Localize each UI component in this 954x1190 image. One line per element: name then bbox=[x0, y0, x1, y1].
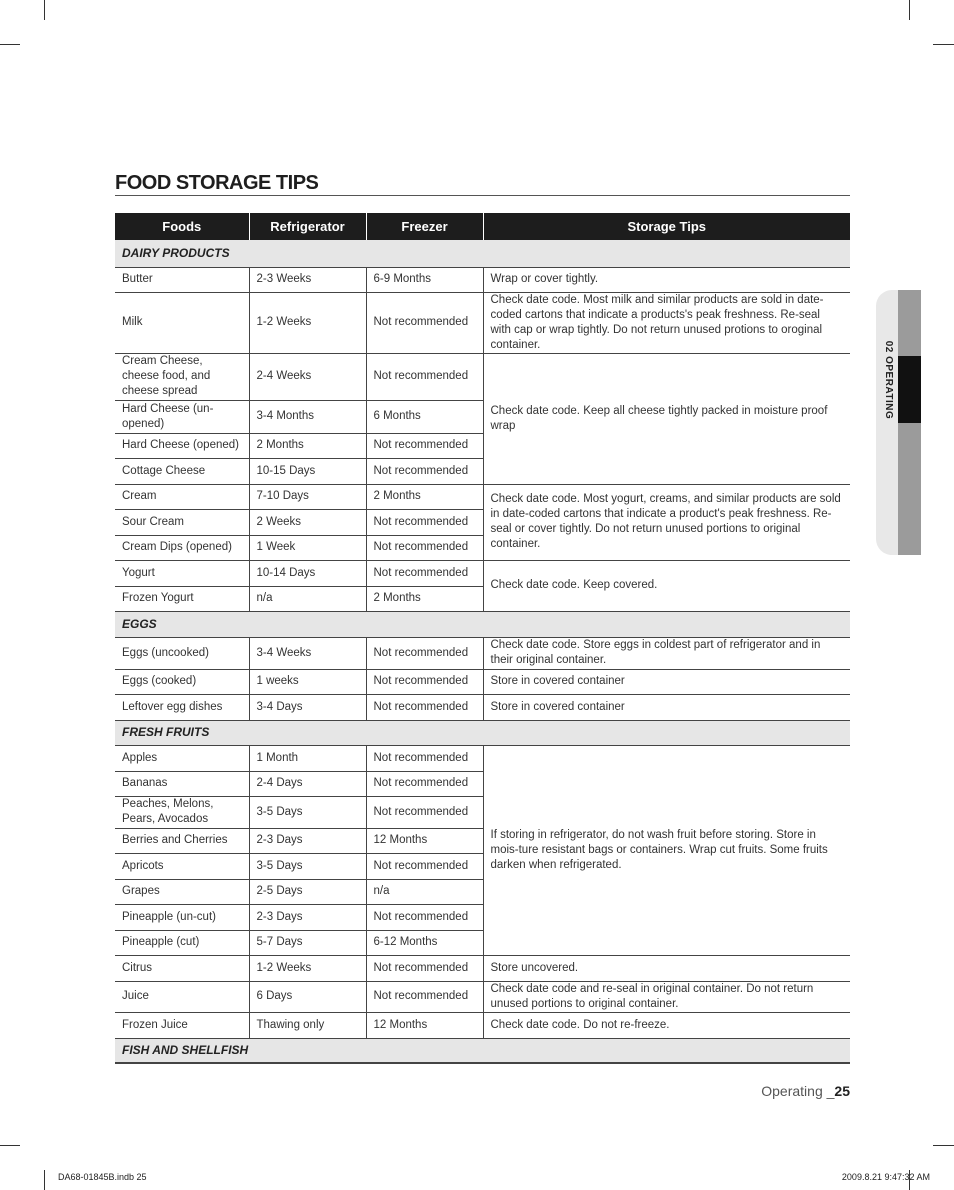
tip-cell: Check date code. Most milk and similar products are sold in date-coded cartons that indicate a products's peak freshness. Re-seal with cap or wrap tightly. Do not return unused protions to oroginal container. bbox=[483, 292, 850, 353]
table-row bbox=[115, 292, 850, 353]
header-storage-tips: Storage Tips bbox=[483, 213, 850, 240]
food-cell: Cream Dips (opened) bbox=[115, 535, 249, 560]
fridge-cell: 6 Days bbox=[249, 981, 366, 1012]
food-cell: Bananas bbox=[115, 771, 249, 796]
freezer-cell: 6 Months bbox=[366, 400, 483, 433]
section-label: EGGS bbox=[115, 611, 850, 637]
fridge-cell: 3-4 Days bbox=[249, 694, 366, 720]
table-row bbox=[115, 955, 850, 981]
crop-mark bbox=[0, 44, 20, 45]
freezer-cell: Not recommended bbox=[366, 637, 483, 669]
fridge-cell: 2 Months bbox=[249, 433, 366, 458]
freezer-cell: Not recommended bbox=[366, 509, 483, 535]
food-cell: Sour Cream bbox=[115, 509, 249, 535]
fridge-cell: 10-14 Days bbox=[249, 560, 366, 586]
freezer-cell: Not recommended bbox=[366, 535, 483, 560]
tip-cell: If storing in refrigerator, do not wash fruit before storing. Store in mois-ture resistant bags or containers. Wrap cut fruits. Some fruits darken when refrigerated. bbox=[483, 745, 850, 955]
tip-cell: Check date code. Keep covered. bbox=[483, 560, 850, 611]
tip-cell: Store in covered container bbox=[483, 694, 850, 720]
food-cell: Apricots bbox=[115, 853, 249, 879]
storage-table bbox=[115, 213, 850, 1064]
tip-cell: Store uncovered. bbox=[483, 955, 850, 981]
fridge-cell: 1 weeks bbox=[249, 669, 366, 694]
freezer-cell: 2 Months bbox=[366, 586, 483, 611]
tip-cell: Check date code. Keep all cheese tightly packed in moisture proof wrap bbox=[483, 353, 850, 484]
table-row bbox=[115, 560, 850, 586]
freezer-cell: Not recommended bbox=[366, 745, 483, 771]
food-cell: Pineapple (cut) bbox=[115, 930, 249, 955]
freezer-cell: Not recommended bbox=[366, 433, 483, 458]
section-label: DAIRY PRODUCTS bbox=[115, 240, 850, 267]
fridge-cell: 3-5 Days bbox=[249, 853, 366, 879]
freezer-cell: Not recommended bbox=[366, 560, 483, 586]
food-cell: Pineapple (un-cut) bbox=[115, 904, 249, 930]
tip-cell: Wrap or cover tightly. bbox=[483, 267, 850, 292]
crop-mark bbox=[933, 44, 954, 45]
freezer-cell: 6-12 Months bbox=[366, 930, 483, 955]
table-row bbox=[115, 694, 850, 720]
fridge-cell: 1-2 Weeks bbox=[249, 955, 366, 981]
crop-mark bbox=[933, 1145, 954, 1146]
section-row-dairy bbox=[115, 240, 850, 267]
fridge-cell: 2-3 Days bbox=[249, 904, 366, 930]
freezer-cell: 12 Months bbox=[366, 1012, 483, 1038]
fridge-cell: 1 Month bbox=[249, 745, 366, 771]
fridge-cell: 3-4 Months bbox=[249, 400, 366, 433]
crop-mark bbox=[909, 0, 910, 20]
freezer-cell: Not recommended bbox=[366, 669, 483, 694]
fridge-cell: 3-4 Weeks bbox=[249, 637, 366, 669]
tip-cell: Store in covered container bbox=[483, 669, 850, 694]
header-refrigerator: Refrigerator bbox=[249, 213, 366, 240]
fridge-cell: 7-10 Days bbox=[249, 484, 366, 509]
tip-cell: Check date code and re-seal in original container. Do not return unused portions to original container. bbox=[483, 981, 850, 1012]
header-freezer: Freezer bbox=[366, 213, 483, 240]
food-cell: Yogurt bbox=[115, 560, 249, 586]
tip-cell: Check date code. Do not re-freeze. bbox=[483, 1012, 850, 1038]
fridge-cell: 2-4 Days bbox=[249, 771, 366, 796]
freezer-cell: Not recommended bbox=[366, 771, 483, 796]
side-tab-marker bbox=[898, 356, 921, 423]
freezer-cell: Not recommended bbox=[366, 853, 483, 879]
food-cell: Butter bbox=[115, 267, 249, 292]
food-cell: Hard Cheese (opened) bbox=[115, 433, 249, 458]
fridge-cell: n/a bbox=[249, 586, 366, 611]
fridge-cell: 1 Week bbox=[249, 535, 366, 560]
fridge-cell: 2-3 Days bbox=[249, 828, 366, 853]
footer-section-label: Operating _ bbox=[761, 1083, 835, 1099]
print-slug-date: 2009.8.21 9:47:32 AM bbox=[841, 1172, 930, 1182]
food-cell: Leftover egg dishes bbox=[115, 694, 249, 720]
food-cell: Eggs (cooked) bbox=[115, 669, 249, 694]
fridge-cell: 2 Weeks bbox=[249, 509, 366, 535]
table-row bbox=[115, 745, 850, 771]
crop-mark bbox=[44, 1170, 45, 1190]
freezer-cell: Not recommended bbox=[366, 694, 483, 720]
section-label: FRESH FRUITS bbox=[115, 720, 850, 745]
food-cell: Juice bbox=[115, 981, 249, 1012]
freezer-cell: Not recommended bbox=[366, 353, 483, 400]
table-row bbox=[115, 669, 850, 694]
table-row bbox=[115, 267, 850, 292]
fridge-cell: 1-2 Weeks bbox=[249, 292, 366, 353]
side-tab-label: 02 OPERATING bbox=[883, 340, 894, 420]
freezer-cell: 6-9 Months bbox=[366, 267, 483, 292]
food-cell: Citrus bbox=[115, 955, 249, 981]
fridge-cell: Thawing only bbox=[249, 1012, 366, 1038]
section-label: FISH AND SHELLFISH bbox=[115, 1038, 850, 1063]
section-row-fish-and-shellfish bbox=[115, 1038, 850, 1063]
table-row bbox=[115, 353, 850, 400]
fridge-cell: 10-15 Days bbox=[249, 458, 366, 484]
print-slug-file: DA68-01845B.indb 25 bbox=[58, 1172, 147, 1182]
fridge-cell: 2-5 Days bbox=[249, 879, 366, 904]
freezer-cell: Not recommended bbox=[366, 955, 483, 981]
food-cell: Cream Cheese, cheese food, and cheese spread bbox=[115, 353, 249, 400]
food-cell: Hard Cheese (un-opened) bbox=[115, 400, 249, 433]
freezer-cell: 12 Months bbox=[366, 828, 483, 853]
fridge-cell: 5-7 Days bbox=[249, 930, 366, 955]
freezer-cell: Not recommended bbox=[366, 458, 483, 484]
fridge-cell: 2-4 Weeks bbox=[249, 353, 366, 400]
title-rule bbox=[115, 195, 850, 196]
food-cell: Cream bbox=[115, 484, 249, 509]
freezer-cell: 2 Months bbox=[366, 484, 483, 509]
header-foods: Foods bbox=[115, 213, 249, 240]
tip-cell: Check date code. Store eggs in coldest part of refrigerator and in their original container. bbox=[483, 637, 850, 669]
food-cell: Apples bbox=[115, 745, 249, 771]
food-cell: Milk bbox=[115, 292, 249, 353]
food-cell: Peaches, Melons, Pears, Avocados bbox=[115, 796, 249, 828]
freezer-cell: Not recommended bbox=[366, 904, 483, 930]
section-row-eggs bbox=[115, 611, 850, 637]
crop-mark bbox=[0, 1145, 20, 1146]
food-cell: Grapes bbox=[115, 879, 249, 904]
freezer-cell: n/a bbox=[366, 879, 483, 904]
tip-cell: Check date code. Most yogurt, creams, and similar products are sold in date-coded cartons that indicate a product's peak freshness. Re-seal or cover tightly. Do not return unused portions to original container. bbox=[483, 484, 850, 560]
food-cell: Frozen Juice bbox=[115, 1012, 249, 1038]
fridge-cell: 2-3 Weeks bbox=[249, 267, 366, 292]
page-number: 25 bbox=[834, 1083, 850, 1099]
table-header-row bbox=[115, 213, 850, 240]
table-row bbox=[115, 484, 850, 509]
food-cell: Frozen Yogurt bbox=[115, 586, 249, 611]
fridge-cell: 3-5 Days bbox=[249, 796, 366, 828]
table-row bbox=[115, 1012, 850, 1038]
food-cell: Berries and Cherries bbox=[115, 828, 249, 853]
crop-mark bbox=[44, 0, 45, 20]
freezer-cell: Not recommended bbox=[366, 292, 483, 353]
food-cell: Cottage Cheese bbox=[115, 458, 249, 484]
page-footer bbox=[761, 1083, 850, 1099]
table-row bbox=[115, 981, 850, 1012]
freezer-cell: Not recommended bbox=[366, 981, 483, 1012]
section-row-fresh-fruits bbox=[115, 720, 850, 745]
table-row bbox=[115, 637, 850, 669]
freezer-cell: Not recommended bbox=[366, 796, 483, 828]
page-title: FOOD STORAGE TIPS bbox=[115, 172, 319, 194]
food-cell: Eggs (uncooked) bbox=[115, 637, 249, 669]
